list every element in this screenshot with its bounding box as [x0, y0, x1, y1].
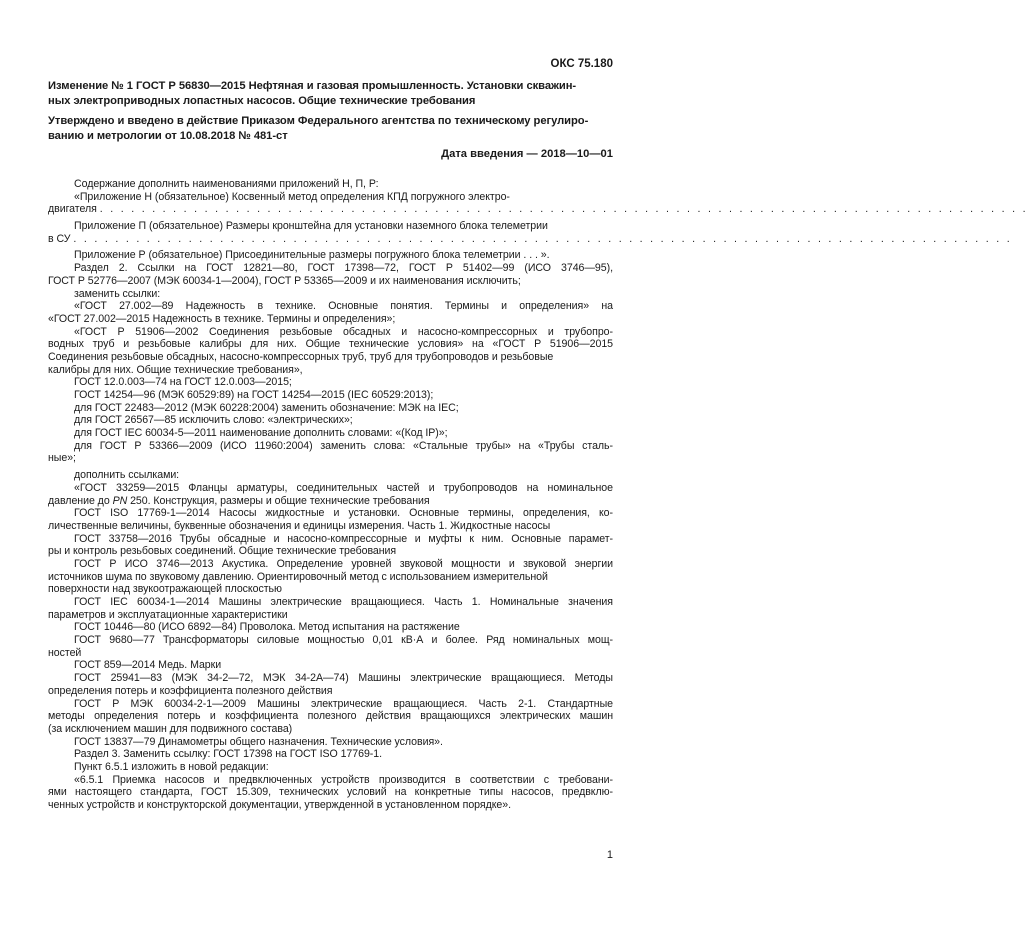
amendment-title	[48, 79, 576, 109]
body-line: поверхности над звукоотражающей плоскостью	[48, 583, 282, 596]
document-body	[48, 178, 1028, 812]
body-line: «ГОСТ Р 51906—2002 Соединения резьбовые обсадных и насосно-компрессорных и трубопро-	[74, 325, 613, 338]
toc-entry-p	[48, 232, 1012, 246]
body-line: «ГОСТ 27.002—89 Надежность в технике. Основные понятия. Термины и определения» на	[74, 300, 613, 313]
body-line: определения потерь и коэффициента полезного действия	[48, 684, 333, 697]
effective-date: Дата введения — 2018—10—01	[441, 148, 613, 160]
body-line: ГОСТ Р МЭК 60034-2-1—2009 Машины электрические вращающиеся. Часть 2-1. Стандартные	[74, 697, 613, 710]
amendment-title-line: ных электроприводных лопастных насосов. Общие технические требования	[48, 95, 476, 107]
body-line: «ГОСТ 27.002—2015 Надежность в технике. Термины и определения»;	[48, 312, 396, 325]
amendment-title-line: Изменение № 1 ГОСТ Р 56830—2015 Нефтяная и газовая промышленность. Установки скважин-	[48, 80, 577, 92]
body-line: Приложение П (обязательное) Размеры кронштейна для установки наземного блока телеметрии	[74, 220, 548, 233]
approval-statement	[48, 114, 588, 144]
body-text: давление до	[48, 494, 113, 507]
oks-code: ОКС 75.180	[550, 58, 613, 70]
body-line: ГОСТ Р ИСО 3746—2013 Акустика. Определение уровней звуковой мощности и звуковой энергии	[74, 557, 613, 570]
body-line: личественные величины, буквенные обозначения и единицы измерения. Часть 1. Жидкостные насосы	[48, 519, 551, 532]
body-line: ностей	[48, 646, 82, 659]
body-line: в СУ	[48, 232, 71, 245]
document-page	[48, 0, 1028, 935]
page-number: 1	[606, 849, 613, 861]
body-line: Приложение Р (обязательное) Присоединительные размеры погружного блока телеметрии . . . ».	[74, 249, 550, 262]
body-line: Соединения резьбовые обсадных, насосно-компрессорных труб, труб для трубопроводов и резьбовые	[48, 350, 554, 363]
body-line: Раздел 3. Заменить ссылку: ГОСТ 17398 на ГОСТ ISO 17769-1.	[74, 748, 383, 761]
body-text: 250. Конструкция, размеры и общие технические требования	[127, 494, 430, 507]
leader-dots: . . . . . . . . . . . . . . . . . . . . . . . . . . . . . . . . . . . . . . . . . . . . . . . . . . . . . . . . . . . . . . . . . . . . . . . . . . . . . . . . . . . . . . . . .	[99, 203, 1028, 216]
approval-line: ванию и метрологии от 10.08.2018 № 481-ст	[48, 130, 288, 142]
body-line: для ГОСТ Р 53366—2009 (ИСО 11960:2004) заменить слова: «Стальные трубы» на «Трубы сталь-	[74, 439, 613, 452]
body-line: водных труб и резьбовые калибры для них. Общие технические условия» на «ГОСТ Р 51906—2015	[48, 338, 613, 351]
body-line: ры и контроль резьбовых соединений. Общие технические требования	[48, 545, 397, 558]
body-line: двигателя	[48, 203, 97, 216]
body-line: источников шума по звуковому давлению. Ориентировочный метод с использованием измерительной	[48, 570, 548, 583]
body-line: ГОСТ 9680—77 Трансформаторы силовые мощностью 0,01 кВ·А и более. Ряд номинальных мощ-	[74, 634, 613, 647]
body-line: ями настоящего стандарта, ГОСТ 15.309, технических условий на конкретные типы насосов, предвклю-	[48, 786, 613, 799]
body-line: ГОСТ 13837—79 Динамометры общего назначения. Технические условия».	[74, 735, 443, 748]
body-line: заменить ссылки:	[74, 287, 161, 300]
body-line: ГОСТ 33758—2016 Трубы обсадные и насосно-компрессорные и муфты к ним. Основные парамет-	[74, 532, 613, 545]
body-line: ГОСТ IEC 60034-1—2014 Машины электрические вращающиеся. Часть 1. Номинальные значения	[74, 596, 613, 608]
body-line: для ГОСТ IEC 60034-5—2011 наименование дополнить словами: «(Код IP)»;	[74, 427, 448, 440]
pn-symbol: PN	[112, 494, 128, 507]
body-line: ГОСТ 12.0.003—74 на ГОСТ 12.0.003—2015;	[74, 376, 292, 389]
body-line: Содержание дополнить наименованиями приложений Н, П, Р:	[74, 178, 379, 190]
body-line: параметров и эксплуатационные характеристики	[48, 608, 288, 621]
body-line: «6.5.1 Приемка насосов и предвключенных устройств производится в соответствии с требовани-	[74, 773, 613, 786]
body-line: ГОСТ ISO 17769-1—2014 Насосы жидкостные и установки. Основные термины, определения, ко-	[74, 507, 613, 520]
body-line: ГОСТ 25941—83 (МЭК 34-2—72, МЭК 34-2А—74) Машины электрические вращающиеся. Методы	[74, 672, 613, 685]
body-line: ГОСТ 14254—96 (МЭК 60529:89) на ГОСТ 14254—2015 (IEC 60529:2013);	[74, 389, 434, 401]
body-line: ГОСТ Р 52776—2007 (МЭК 60034-1—2004), ГОСТ Р 53365—2009 и их наименования исключить;	[48, 274, 521, 287]
body-line: «ГОСТ 33259—2015 Фланцы арматуры, соединительных частей и трубопроводов на номинальное	[74, 481, 613, 494]
body-line: ченных устройств и конструкторской документации, утвержденной в установленном порядке».	[48, 799, 512, 811]
body-line: ные»;	[48, 452, 76, 465]
body-line: «Приложение Н (обязательное) Косвенный метод определения КПД погружного электро-	[74, 190, 510, 203]
body-line: ГОСТ 859—2014 Медь. Марки	[74, 659, 222, 672]
body-line: для ГОСТ 22483—2012 (МЭК 60228:2004) заменить обозначение: МЭК на IEC;	[74, 401, 459, 414]
body-line: Раздел 2. Ссылки на ГОСТ 12821—80, ГОСТ 17398—72, ГОСТ Р 51402—99 (ИСО 3746—95),	[74, 262, 613, 275]
toc-entry-h	[48, 203, 1028, 216]
body-line: ГОСТ 10446—80 (ИСО 6892—84) Проволока. Метод испытания на растяжение	[74, 621, 460, 634]
body-line: для ГОСТ 26567—85 исключить слово: «электрических»;	[74, 414, 353, 427]
body-line: методы определения потерь и коэффициента полезного действия вращающихся электрических машин	[48, 710, 613, 723]
approval-line: Утверждено и введено в действие Приказом Федерального агентства по техническому регулиро-	[48, 115, 589, 127]
body-line: дополнить ссылками:	[74, 469, 180, 482]
body-line	[48, 495, 613, 508]
leader-dots: . . . . . . . . . . . . . . . . . . . . . . . . . . . . . . . . . . . . . . . . . . . . . . . . . . . . . . . . . . . . . . . . . . . . . . . . . . . . . . . . . . . . . . . . . .	[73, 232, 1012, 245]
body-line: калибры для них. Общие технические требования»,	[48, 363, 303, 376]
body-line: (за исключением машин для подвижного состава)	[48, 722, 293, 735]
body-line: Пункт 6.5.1 изложить в новой редакции:	[74, 760, 269, 773]
